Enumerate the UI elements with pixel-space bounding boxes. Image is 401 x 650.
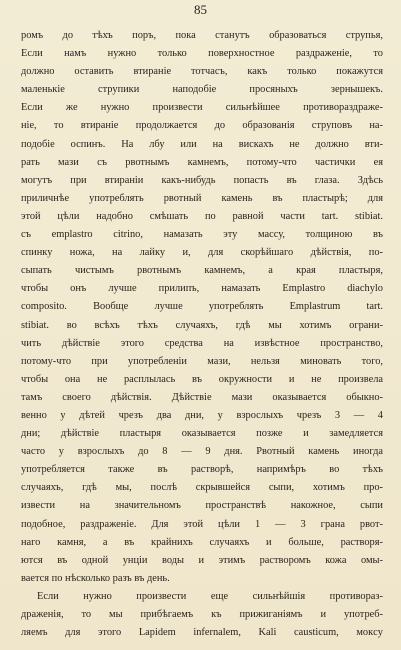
text-line: подобное, раздраженіе. Для этой цѣли 1 — 3 грана рвот- [21,518,383,530]
text-line: чтобы онъ лучше прилипъ, намазать Emplastro diachylo [21,283,383,295]
text-line: съ emplastro citrino, намазать эту массу, толщиною въ [21,229,383,241]
text-line: случаяхъ, гдѣ мы, послѣ скрывшейся сыпи, хотимъ про- [21,482,383,494]
body-text [21,27,383,642]
text-line: Если намъ нужно только поверхностное раздраженіе, то [21,48,383,60]
text-line: могутъ при втираніи какъ-нибудь попасть въ глаза. Здѣсь [21,174,383,186]
text-line: сыпать чистымъ рвотнымъ камнемъ, а края пластыря, [21,265,383,277]
text-line: драженія, то мы прибѣгаемъ къ прижиганіямъ и употреб- [21,609,383,620]
text-line: часто у взрослыхъ до 8 — 9 дня. Рвотный камень иногда [21,446,383,458]
text-line: ляемъ для этого Lapidem infernalem, Kali causticum, мокcу [21,627,383,639]
text-line: Если же нужно произвести сильнѣйшее противораздраже- [21,102,383,114]
text-line: потому-что при употребленіи мази, нельзя миновать того, [21,355,383,367]
page-number: 85 [194,2,207,17]
text-line: ніе, то втираніе продолжается до образованія струповъ на- [21,120,383,132]
text-line: венно у дѣтей чрезъ два дни, у взрослыхъ чрезъ 3 — 4 [21,409,383,421]
text-line: ются въ одной унціи воды и этимъ растворомъ кожа омы- [21,554,383,566]
text-line: рать мази съ рвотнымъ камнемъ, потому-что частички ея [21,156,383,168]
text-line: употребляется также въ растворѣ, напримѣръ во тѣхъ [21,464,383,476]
text-line: маленькіе струпики наподобіе просяныхъ зернышекъ. [21,84,383,96]
text-line: чить дѣйствіе этого средства на извѣстное пространство, [21,337,383,349]
text-line: извести на значительномъ пространствѣ накожное, сыпи [21,500,383,512]
text-line: дни; дѣйствіе пластыря оказывается позже и замедляется [21,428,383,440]
text-line: тамъ своего дѣйствія. Дѣйствіе мази оказывается обыкно- [21,391,383,403]
text-line: вается по нѣсколько разъ въ день. [21,572,170,584]
text-line: stibiat. во всѣхъ тѣхъ случаяхъ, гдѣ мы хотимъ ограни- [21,319,383,331]
text-line: ромъ до тѣхъ поръ, пока станутъ образоваться струпья, [21,30,383,41]
text-line: спинку ножа, на лайку и, для скорѣйшаго дѣйствія, по- [21,247,383,259]
text-line: приличнѣе употреблять рвотный камень въ пластырѣ; для [21,192,383,204]
text-line: наго камня, а въ крайнихъ случаяхъ и больше, растворя- [21,536,383,548]
text-line: должно оставить втираніе тотчасъ, какъ только покажутся [21,66,383,78]
text-line: Если нужно произвести еще сильнѣйшія противораз- [37,590,383,602]
text-line: composito. Вообще лучше употреблять Emplastrum tart. [21,301,383,313]
text-line: подобіе оспинъ. На лбу или на вискахъ не должно вти- [21,138,383,150]
text-line: этой цѣли надобно смѣшать по равной части tart. stibiat. [21,210,383,222]
text-line: чтобы она не расплылась въ окружности и не произвела [21,373,383,385]
